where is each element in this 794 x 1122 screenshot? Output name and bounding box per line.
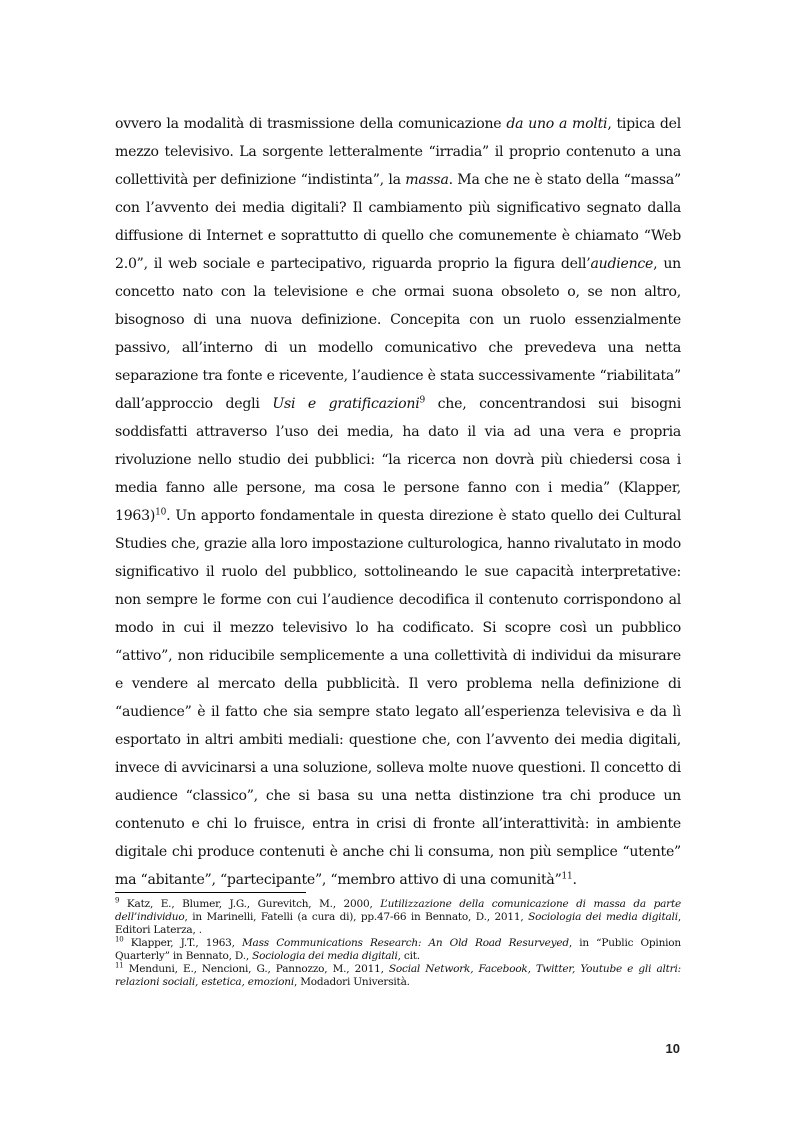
body-text-run: che, concentrandosi sui bisogni soddisfatti attraverso l’uso dei media, ha dato il via ad una vera e propria rivoluzione nello studio dei pubblici: “la ricerca non dovrà più chiedersi cosa i media fanno alle persone, ma cosa le persone fanno con i media” (Klapper, 1963) [115,396,682,524]
body-text-run: , tipica del mezzo televisivo. La sorgente letteralmente “irradia” il proprio contenuto a una collettività per definizione “indistinta”, la [115,116,682,188]
footnote-text: , Editori Laterza, . [115,911,681,936]
footnote-text: Menduni, E., Nencioni, G., Pannozzo, M., 2011, [123,963,389,975]
footnote-text: , in Marinelli, Fatelli (a cura di), pp.47-66 in Bennato, D., 2011, [184,911,529,923]
body-emphasis: audience [590,256,654,272]
body-emphasis: massa [405,172,449,188]
footnote [115,937,681,963]
body-text-run: . [572,872,577,888]
body-text-run: ovvero la modalità di trasmissione della comunicazione [115,116,507,132]
footnote-number: 9 [115,896,120,905]
footnote-text: , in “Public Opinion Quarterly” in Bennato, D., [115,937,681,962]
footnote-title: Mass Communications Research: An Old Road Resurveyed [242,937,569,949]
footnote-title: Sociologia dei media digitali [528,911,678,923]
footnote-reference[interactable]: 10 [155,507,167,518]
body-emphasis: Usi e gratificazioni [272,396,420,412]
footnote-separator [115,892,306,893]
footnote [115,963,681,989]
footnote-title: Sociologia dei media digitali [252,950,398,962]
footnote-text: Katz, E., Blumer, J.G., Gurevitch, M., 2000, [119,898,381,910]
body-text-run: . Un apporto fondamentale in questa direzione è stato quello dei Cultural Studies che, grazie alla loro impostazione culturologica, hanno rivalutato in modo significativo il ruolo del pubblico, sottolineando le sue capacità interpretative: non sempre le forme con cui l’audience decodifica il contenuto corrispondono al modo in cui il mezzo televisivo lo ha codificato. Si scopre così un pubblico “attivo”, non riducibile semplicemente a una collettività di individui da misurare e vendere al mercato della pubblicità. Il vero problema nella definizione di “audience” è il fatto che sia sempre stato legato all’esperienza televisiva e da lì esportato in altri ambiti mediali: questione che, con l’avvento dei media digitali, invece di avvicinarsi a una soluzione, solleva molte nuove questioni. Il concetto di audience “classico”, che si basa su una netta distinzione tra chi produce un contenuto e chi lo fruisce, entra in crisi di fronte all’interattività: in ambiente digitale chi produce contenuti è anche chi li consuma, non più semplice “utente” ma “abitante”, “partecipante”, “membro attivo di una comunità” [115,508,681,888]
body-text-run: . Ma che ne è stato della “massa” con l’avvento dei media digitali? Il cambiamento più significativo segnato dalla diffusione di Internet e soprattutto di quello che comunemente è chiamato “Web 2.0”, il web sociale e partecipativo, riguarda proprio la figura dell’ [115,172,681,272]
footnote-text: , cit. [397,950,420,962]
footnote-title: Social Network, Facebook, Twitter, Youtube e gli altri: relazioni sociali, estetica, emozioni [115,963,681,988]
page-number: 10 [665,1041,680,1056]
footnote-number: 10 [115,935,124,944]
body-paragraph [115,110,681,894]
footnote-text: , Modadori Università. [293,976,410,988]
body-emphasis: da uno a molti [506,116,608,132]
footnote-reference[interactable]: 9 [419,395,425,406]
footnote-number: 11 [115,961,124,970]
body-text-run: , un concetto nato con la televisione e che ormai suona obsoleto o, se non altro, bisognoso di una nuova definizione. Concepita con un ruolo essenzialmente passivo, all’interno di un modello comunicativo che prevedeva una netta separazione tra fonte e ricevente, l’audience è stata successivamente “riabilitata” dall’approccio degli [115,256,681,412]
footnote-title: L’utilizzazione della comunicazione di massa da parte dell’individuo [115,898,681,923]
footnote-reference[interactable]: 11 [561,871,573,882]
footnote [115,898,681,937]
footnote-text: Klapper, J.T., 1963, [123,937,242,949]
footnotes [115,898,681,989]
